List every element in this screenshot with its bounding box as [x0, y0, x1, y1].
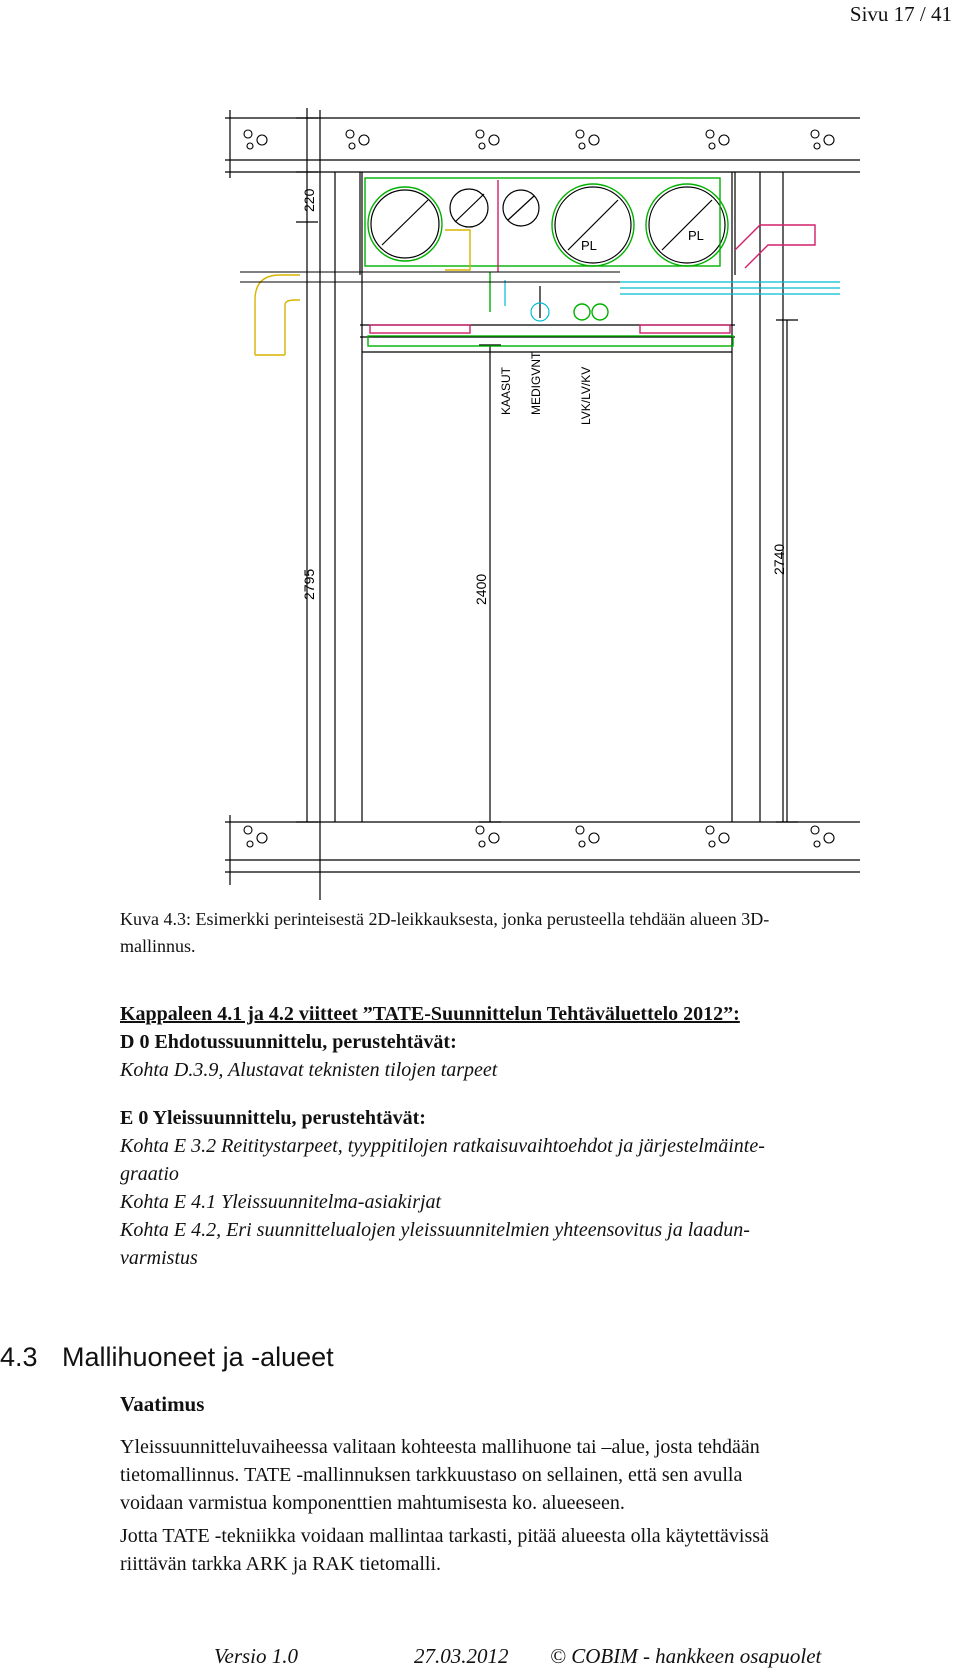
e0-heading: E 0 Yleissuunnittelu, perustehtävät: — [120, 1107, 426, 1129]
e0-item-2: Kohta E 4.1 Yleissuunnitelma-asiakirjat — [120, 1191, 442, 1213]
paragraph-2-line-1: Jotta TATE -tekniikka voidaan mallintaa tarkasti, pitää alueesta olla käytettävissä — [120, 1525, 769, 1547]
paragraph-1-line-2: tietomallinnus. TATE -mallinnuksen tarkkuustaso on sellainen, että sen avulla — [120, 1464, 743, 1486]
paragraph-2 — [120, 1522, 950, 1578]
footer-copyright: © COBIM - hankkeen osapuolet — [550, 1644, 822, 1668]
requirement-heading: Vaatimus — [120, 1392, 205, 1416]
dimension-220: 220 — [301, 188, 317, 212]
d0-heading: D 0 Ehdotussuunnittelu, perustehtävät: — [120, 1031, 457, 1053]
footer-version: Versio 1.0 — [214, 1644, 298, 1668]
e0-item-3-line-1: Kohta E 4.2, Eri suunnittelualojen yleissuunnitelmien yhteensovitus ja laadun- — [120, 1219, 750, 1241]
paragraph-1-line-1: Yleissuunnitteluvaiheessa valitaan kohteesta mallihuone tai –alue, josta tehdään — [120, 1436, 760, 1458]
pipe-label-1: PL — [581, 238, 597, 253]
paragraph-2-line-2: riittävän tarkka ARK ja RAK tietomalli. — [120, 1553, 442, 1575]
caption-line-2: mallinnus. — [120, 936, 196, 956]
e0-item-1-line-2: graatio — [120, 1163, 179, 1185]
d0-item: Kohta D.3.9, Alustavat teknisten tilojen tarpeet — [120, 1059, 498, 1081]
riser-label-kaasut: KAASUT — [499, 366, 513, 415]
dimension-2400: 2400 — [473, 573, 489, 605]
section-number: 4.3 — [0, 1342, 38, 1372]
paragraph-1-line-3: voidaan varmistua komponenttien mahtumisesta ko. alueeseen. — [120, 1492, 625, 1514]
figure-caption — [120, 906, 900, 960]
footer-date: 27.03.2012 — [414, 1644, 509, 1668]
e0-item-3-line-2: varmistus — [120, 1247, 198, 1269]
dimension-2795: 2795 — [301, 568, 317, 600]
riser-label-medigvnt: MEDIGVNT — [529, 351, 543, 415]
pipe-label-2: PL — [688, 228, 704, 243]
page-number: Sivu 17 / 41 — [849, 2, 952, 26]
caption-line-1: Kuva 4.3: Esimerkki perinteisestä 2D-leikkauksesta, jonka perusteella tehdään alueen 3D- — [120, 909, 770, 929]
riser-label-lvk: LVK/LV/KV — [579, 366, 593, 425]
section-heading — [0, 1342, 334, 1373]
e0-item-1-line-1: Kohta E 3.2 Reititystarpeet, tyyppitilojen ratkaisuvaihtoehdot ja järjestelmäinte- — [120, 1135, 765, 1157]
dimension-2740: 2740 — [771, 543, 787, 575]
paragraph-1 — [120, 1433, 950, 1517]
section-title: Mallihuoneet ja -alueet — [62, 1342, 334, 1372]
references-block — [120, 1000, 930, 1272]
references-heading: Kappaleen 4.1 ja 4.2 viitteet ”TATE-Suunnittelun Tehtäväluettelo 2012”: — [120, 1003, 740, 1025]
